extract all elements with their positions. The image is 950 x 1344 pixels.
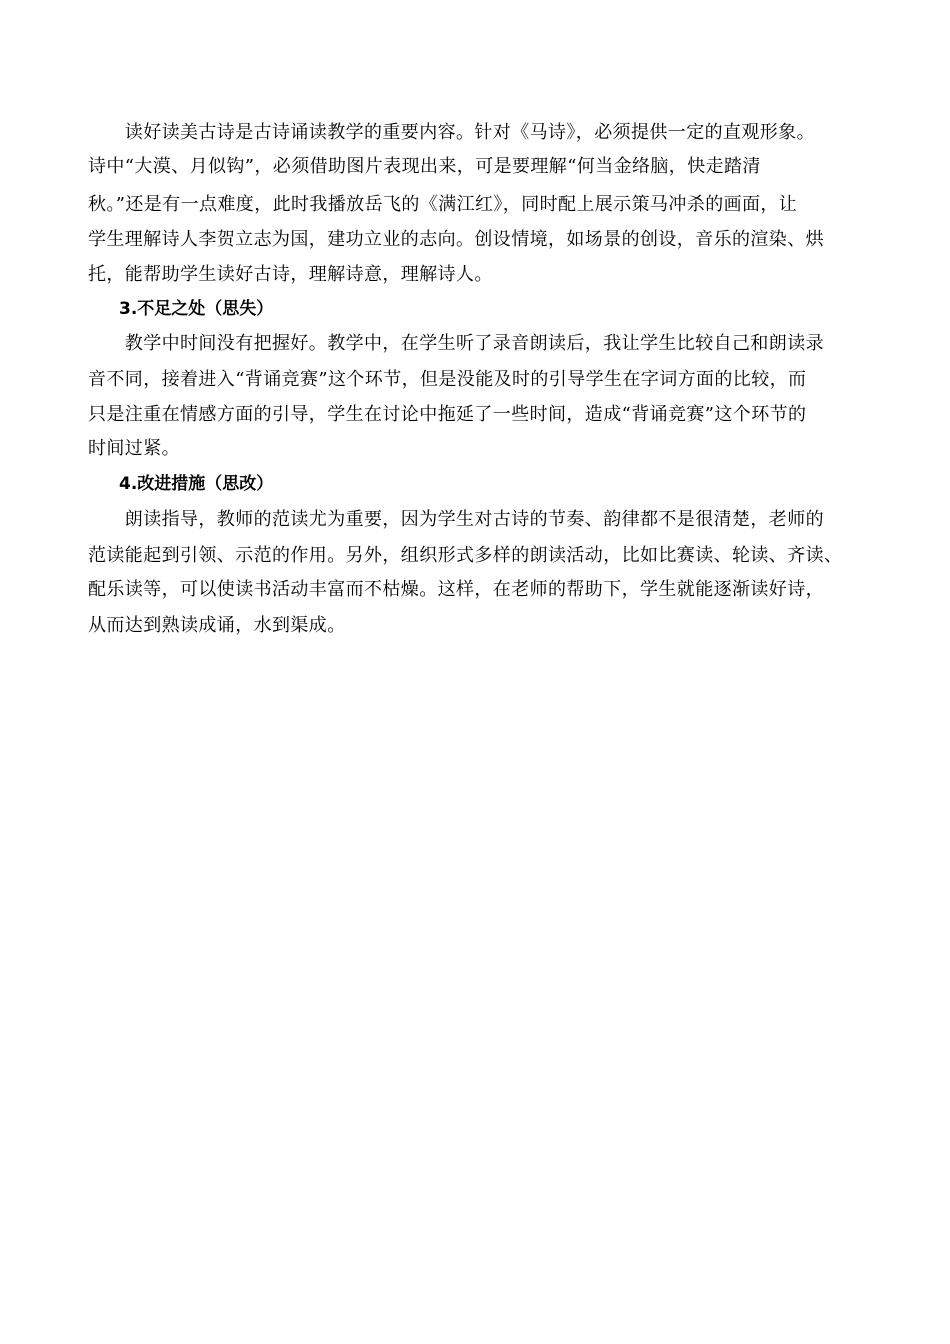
paragraph2-line-3: 只是注重在情感方面的引导，学生在讨论中拖延了一些时间，造成“背诵竞赛”这个环节的 — [88, 404, 807, 425]
paragraph3-line-4: 从而达到熟读成诵，水到渠成。 — [88, 615, 346, 636]
paragraph3-line-3: 配乐读等，可以使读书活动丰富而不枯燥。这样，在老师的帮助下，学生就能逐渐读好诗， — [88, 579, 824, 600]
paragraph3-line-2: 范读能起到引领、示范的作用。另外，组织形式多样的朗读活动，比如比赛读、轮读、齐读、 — [88, 545, 843, 566]
paragraph1-line-1: 读好读美古诗是古诗诵读教学的重要内容。针对《马诗》，必须提供一定的直观形象。 — [88, 122, 815, 143]
paragraph2-line-1: 教学中时间没有把握好。教学中，在学生听了录音朗读后，我让学生比较自己和朗读录 — [88, 333, 824, 354]
paragraph1-line-2: 诗中“大漠、月似钩”，必须借助图片表现出来，可是要理解“何当金络脑，快走踏清 — [88, 156, 761, 177]
paragraph1-line-4: 学生理解诗人李贺立志为国，建功立业的志向。创设情境，如场景的创设，音乐的渲染、烘 — [88, 229, 824, 250]
paragraph1-line-3: 秋。”还是有一点难度，此时我播放岳飞的《满江红》，同时配上展示策马冲杀的画面，让 — [88, 194, 798, 215]
paragraph3-line-1: 朗读指导，教师的范读尤为重要，因为学生对古诗的节奏、韵律都不是很清楚，老师的 — [88, 509, 824, 530]
section-heading-3: 3.不足之处（思失） — [119, 299, 274, 319]
paragraph2-line-4: 时间过紧。 — [88, 438, 180, 459]
paragraph2-line-2: 音不同，接着进入“背诵竞赛”这个环节，但是没能及时的引导学生在字词方面的比较，而 — [88, 369, 807, 390]
section-heading-4: 4.改进措施（思改） — [119, 474, 274, 494]
paragraph1-line-5: 托，能帮助学生读好古诗，理解诗意，理解诗人。 — [88, 264, 493, 285]
